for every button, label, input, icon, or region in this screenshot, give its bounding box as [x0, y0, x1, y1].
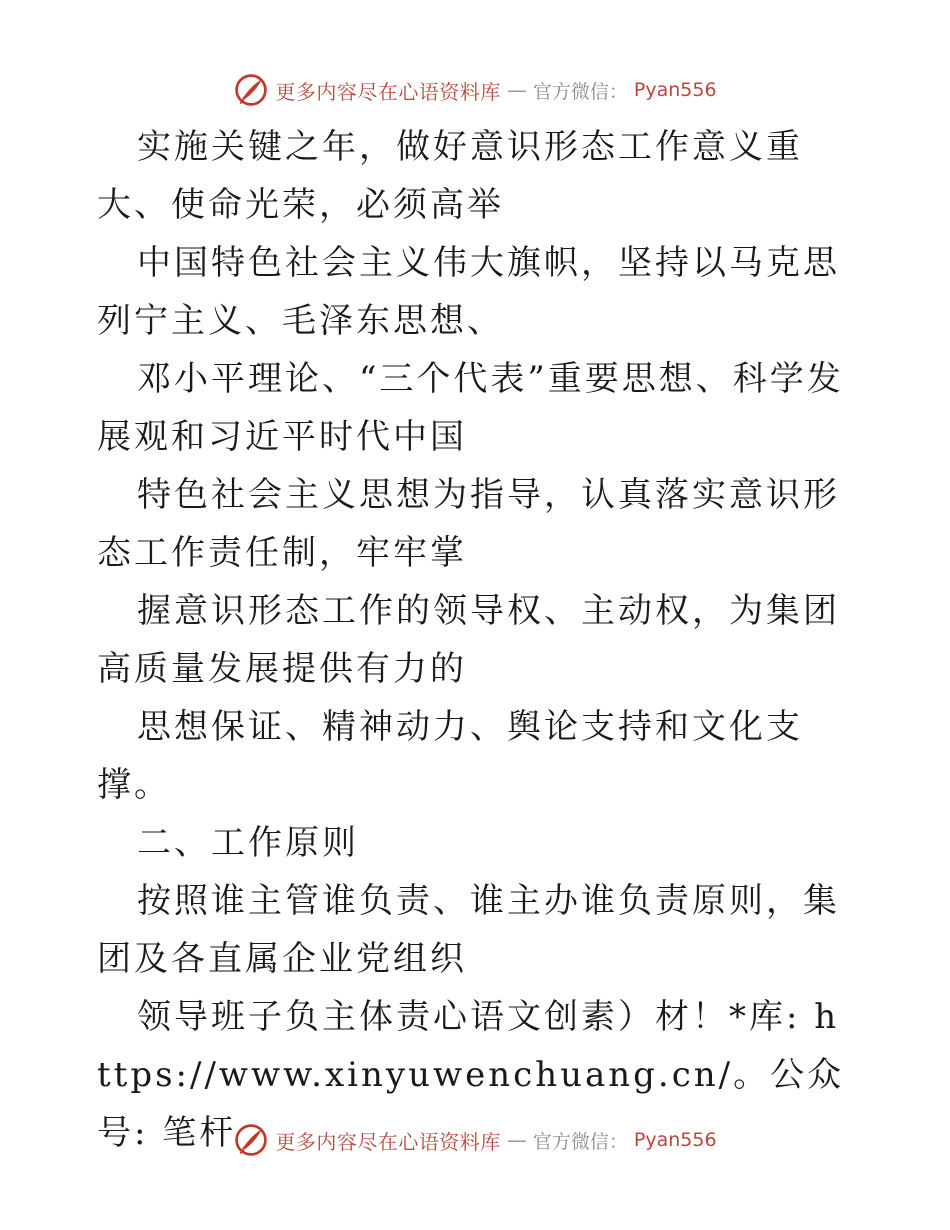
paragraph: 思想保证、精神动力、舆论支持和文化支撑。	[97, 707, 803, 805]
watermark-site-text: 更多内容尽在心语资料库	[275, 79, 501, 104]
quill-logo-icon	[233, 72, 269, 108]
paragraph: 领导班子负主体责心语文创素）材！*库: https://www.xinyuwenchuang.cn/。公众号: 笔杆	[97, 997, 845, 1153]
watermark-wechat-id: Pyan556	[633, 79, 717, 101]
paragraph: 特色社会主义思想为指导，认真落实意识形态工作责任制，牢牢掌	[97, 475, 840, 573]
footer-watermark	[0, 1120, 950, 1160]
watermark-wechat-label: 官方微信：	[532, 1130, 628, 1153]
paragraph: 实施关键之年，做好意识形态工作意义重大、使命光荣，必须高举	[97, 127, 803, 225]
paragraph: 邓小平理论、“三个代表”重要思想、科学发展观和习近平时代中国	[97, 359, 844, 457]
watermark-separator: —	[506, 78, 527, 102]
paragraph: 握意识形态工作的领导权、主动权，为集团高质量发展提供有力的	[97, 591, 840, 689]
watermark-site-text: 更多内容尽在心语资料库	[275, 1129, 501, 1154]
paragraph: 中国特色社会主义伟大旗帜，坚持以马克思列宁主义、毛泽东思想、	[97, 243, 840, 341]
header-watermark	[0, 70, 950, 110]
document-body	[97, 118, 853, 1162]
paragraph: 按照谁主管谁负责、谁主办谁负责原则，集团及各直属企业党组织	[97, 881, 840, 979]
quill-logo-icon	[233, 1122, 269, 1158]
watermark-separator: —	[506, 1128, 527, 1152]
section-heading: 二、工作原则	[137, 823, 359, 863]
watermark-wechat-label: 官方微信：	[532, 80, 628, 103]
watermark-wechat-id: Pyan556	[633, 1129, 717, 1151]
